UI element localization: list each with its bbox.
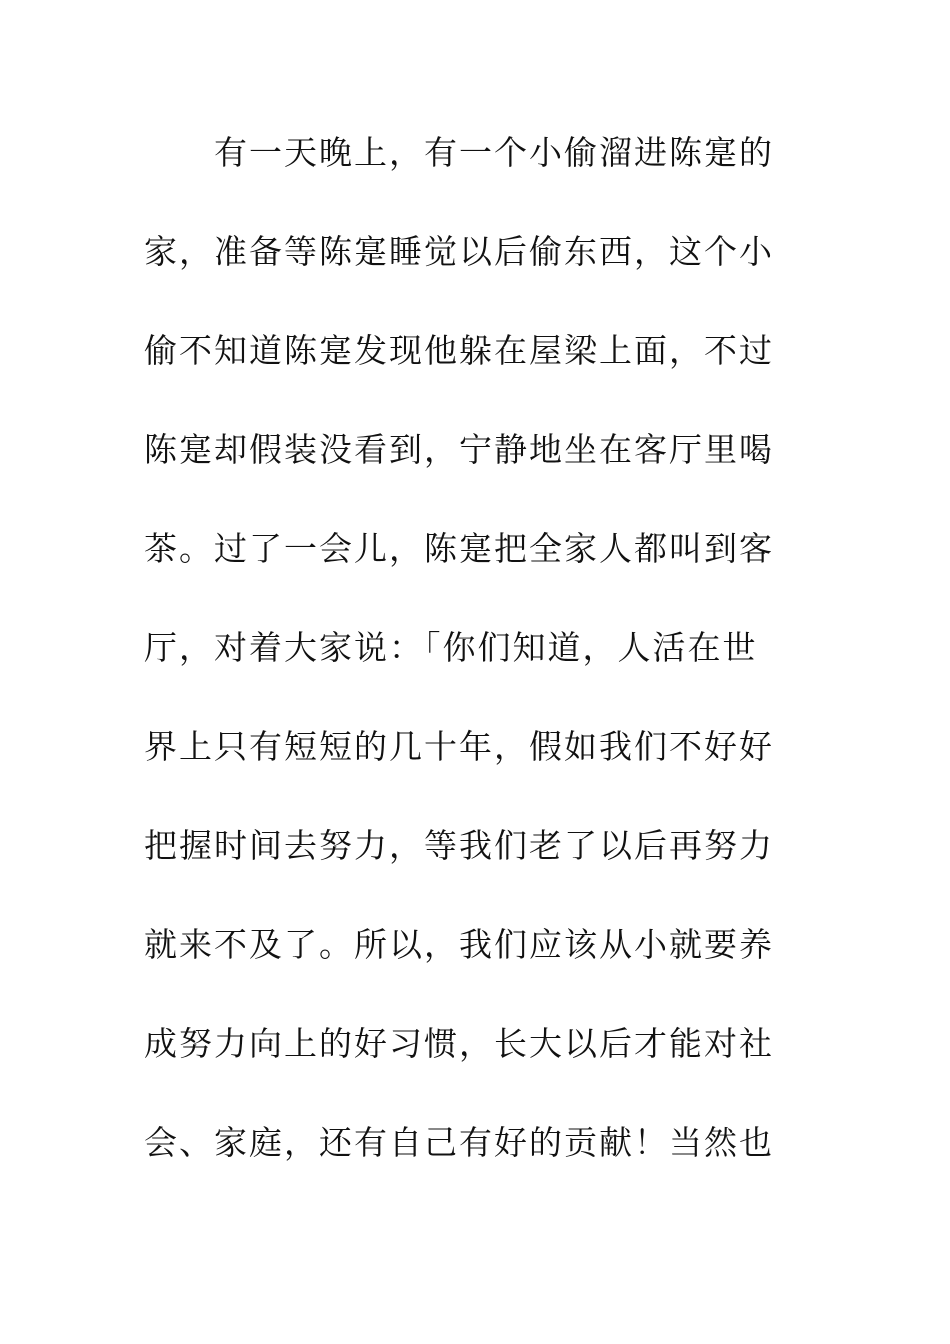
text-line: 茶。过了一会儿，陈寔把全家人都叫到客 (144, 529, 774, 568)
text-line: 就来不及了。所以，我们应该从小就要养 (144, 925, 774, 964)
text-line: 成努力向上的好习惯，长大以后才能对社 (144, 1024, 774, 1063)
text-line: 家，准备等陈寔睡觉以后偷东西，这个小 (144, 232, 774, 271)
text-line: 有一天晚上，有一个小偷溜进陈寔的 (144, 133, 774, 172)
text-line: 陈寔却假装没看到，宁静地坐在客厅里喝 (144, 430, 774, 469)
text-line: 把握时间去努力，等我们老了以后再努力 (144, 826, 774, 865)
text-line: 会、家庭，还有自己有好的贡献！当然也 (144, 1123, 774, 1162)
text-line: 厅，对着大家说：「你们知道，人活在世 (144, 628, 758, 667)
body-paragraph (144, 122, 814, 1211)
text-line: 偷不知道陈寔发现他躲在屋梁上面，不过 (144, 331, 774, 370)
text-line: 界上只有短短的几十年，假如我们不好好 (144, 727, 774, 766)
